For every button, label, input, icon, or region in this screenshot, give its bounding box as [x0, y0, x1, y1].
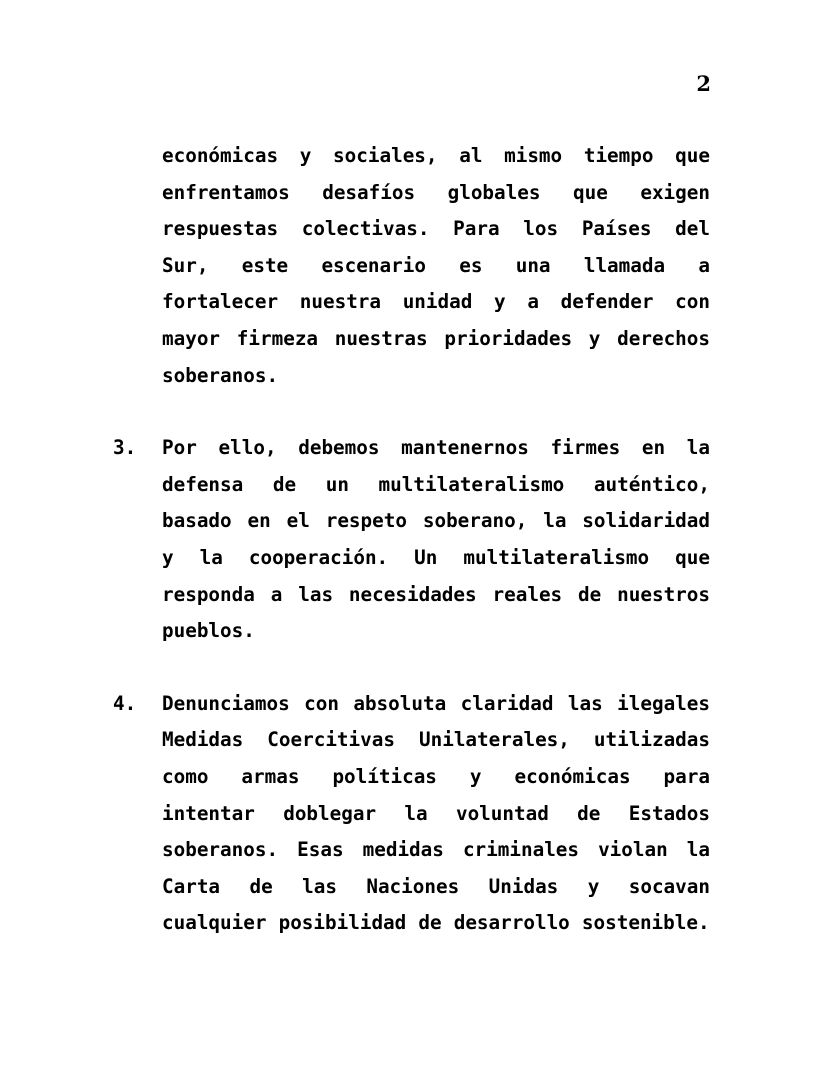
- document-body: [113, 138, 710, 942]
- paragraph-item-3: [113, 430, 710, 650]
- paragraph-text-3: Por ello, debemos mantenernos firmes en la defensa de un multilateralismo auténtico, basado en el respeto soberano, la solidaridad y la cooperación. Un multilateralismo que responda a las necesidades reales de nuestros pueblos.: [162, 436, 710, 643]
- paragraph-text-4: Denunciamos con absoluta claridad las ilegales Medidas Coercitivas Unilaterales, utilizadas como armas políticas y económicas para intentar doblegar la voluntad de Estados soberanos. Esas medidas criminales violan la Carta de las Naciones Unidas y socavan cualquier posibilidad de desarrollo sostenible.: [162, 691, 710, 935]
- paragraph-marker-3: 3.: [113, 436, 137, 460]
- paragraph-text: económicas y sociales, al mismo tiempo que enfrentamos desafíos globales que exigen respuestas colectivas. Para los Países del Sur, este escenario es una llamada a fortalecer nuestra unidad y a defender con mayor firmeza nuestras prioridades y derechos soberanos.: [162, 144, 710, 387]
- page-number: 2: [696, 71, 711, 96]
- paragraph-continuation: [113, 138, 710, 394]
- paragraph-item-4: [113, 686, 710, 942]
- paragraph-marker-4: 4.: [113, 691, 137, 715]
